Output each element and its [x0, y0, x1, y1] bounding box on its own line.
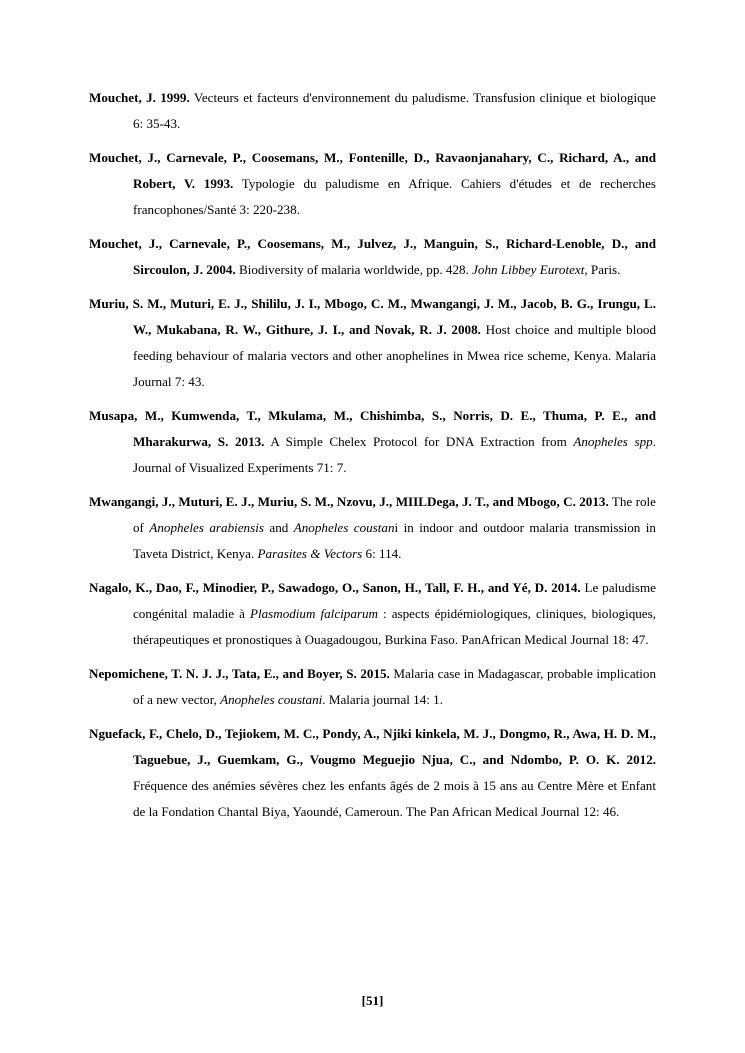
ref-italic-text: Plasmodium falciparum	[249, 606, 378, 621]
reference-entry	[89, 403, 656, 481]
reference-entry	[89, 575, 656, 653]
ref-text: Typologie du paludisme en Afrique. Cahiers d'études et de recherches francophones/Santé 3: 220-238.	[133, 176, 657, 217]
ref-year: 2008.	[451, 322, 481, 337]
ref-italic-text: Anopheles coustan	[293, 520, 395, 535]
ref-year: 2014.	[551, 580, 581, 595]
ref-text: and	[263, 520, 294, 535]
ref-year: 1993.	[203, 176, 234, 191]
ref-italic-text: Anopheles arabiensis	[149, 520, 264, 535]
ref-authors: Mouchet, J.	[89, 90, 156, 105]
ref-text: A Simple Chelex Protocol for DNA Extraction from	[264, 434, 574, 449]
ref-text: , Paris.	[584, 262, 621, 277]
reference-entry	[89, 291, 656, 395]
ref-text: : aspects épidémiologiques, cliniques, biologiques, thérapeutiques et pronostiques à Ouagadougou, Burkina Faso. PanAfrican Medical Journal 18: 47.	[133, 606, 656, 647]
ref-authors: Nguefack, F., Chelo, D., Tejiokem, M. C., Pondy, A., Njiki kinkela, M. J., Dongmo, R., Awa, H. D. M., Taguebue, J., Guemkam, G., Vougmo Meguejio Njua, C., and Ndombo, P. O. K.	[89, 726, 656, 767]
ref-year: 2004.	[206, 262, 236, 277]
reference-list	[89, 85, 656, 833]
ref-text: Le paludisme congénital maladie à	[133, 580, 656, 621]
ref-text: . Malaria journal 14: 1.	[322, 692, 444, 707]
ref-text: Vecteurs et facteurs d'environnement du paludisme. Transfusion clinique et biologique 6: 35-43.	[133, 90, 656, 131]
ref-authors: Nepomichene, T. N. J. J., Tata, E., and Boyer, S.	[89, 666, 357, 681]
ref-authors: Muriu, S. M., Muturi, E. J., Shililu, J. I., Mbogo, C. M., Mwangangi, J. M., Jacob, B. G., Irungu, L. W., Mukabana, R. W., Githure, J. I., and Novak, R. J.	[89, 296, 656, 337]
reference-entry	[89, 661, 656, 713]
ref-text: Fréquence des anémies sévères chez les enfants âgés de 2 mois à 15 ans au Centre Mère et Enfant de la Fondation Chantal Biya, Yaoundé, Cameroun. The Pan African Medical Journal 12: 46.	[133, 778, 656, 819]
ref-text: . Journal of Visualized Experiments 71: 7.	[133, 434, 656, 475]
ref-year: 2012.	[626, 752, 657, 767]
ref-italic-text: Parasites & Vectors	[257, 546, 363, 561]
ref-authors: Nagalo, K., Dao, F., Minodier, P., Sawadogo, O., Sanon, H., Tall, F. H., and Yé, D.	[89, 580, 548, 595]
reference-entry	[89, 231, 656, 283]
ref-text: i in indoor and outdoor malaria transmission in Taveta District, Kenya.	[133, 520, 656, 561]
ref-text: 6: 114.	[362, 546, 402, 561]
reference-entry	[89, 85, 656, 137]
reference-entry	[89, 489, 656, 567]
ref-text: Biodiversity of malaria worldwide, pp. 428.	[235, 262, 473, 277]
ref-text: Malaria case in Madagascar, probable implication of a new vector,	[133, 666, 657, 707]
ref-authors: Mouchet, J., Carnevale, P., Coosemans, M., Julvez, J., Manguin, S., Richard-Lenoble, D., and Sircoulon, J.	[89, 236, 656, 277]
page-number: [51]	[361, 993, 384, 1008]
reference-entry	[89, 145, 656, 223]
ref-authors: Mwangangi, J., Muturi, E. J., Muriu, S. M., Nzovu, J., MIILDega, J. T., and Mbogo, C.	[89, 494, 576, 509]
ref-italic-text: Anopheles coustani	[220, 692, 323, 707]
ref-authors: Musapa, M., Kumwenda, T., Mkulama, M., Chishimba, S., Norris, D. E., Thuma, P. E., and Mharakurwa, S.	[89, 408, 656, 449]
ref-year: 2015.	[360, 666, 390, 681]
ref-text: The role of	[133, 494, 656, 535]
ref-year: 2013.	[234, 434, 265, 449]
ref-italic-text: John Libbey Eurotext	[472, 262, 585, 277]
reference-entry	[89, 721, 656, 825]
ref-year: 1999.	[160, 90, 190, 105]
ref-italic-text: Anopheles spp	[573, 434, 653, 449]
ref-authors: Mouchet, J., Carnevale, P., Coosemans, M., Fontenille, D., Ravaonjanahary, C., Richard, A., and Robert, V.	[89, 150, 656, 191]
ref-year: 2013.	[579, 494, 609, 509]
ref-text: Host choice and multiple blood feeding behaviour of malaria vectors and other anophelines in Mwea rice scheme, Kenya. Malaria Journal 7: 43.	[133, 322, 657, 389]
